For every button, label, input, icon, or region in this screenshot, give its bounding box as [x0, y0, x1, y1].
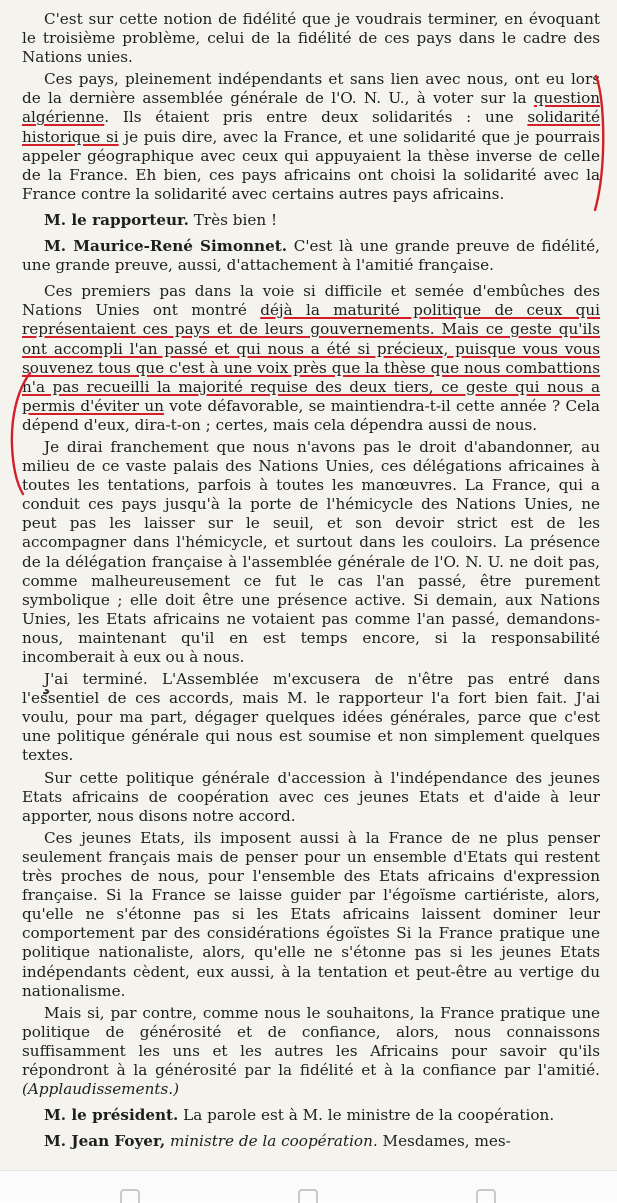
speaker-name: M. Maurice-René Simonnet.: [44, 237, 288, 256]
applause-note: (Applaudissements.): [22, 1080, 180, 1099]
speech-paragraph: [22, 211, 600, 230]
speech-paragraph: [22, 1132, 600, 1151]
paragraph-text: Sur cette politique générale d'accession à l'indépendance des jeunes Etats africains de coopération avec ces jeunes Etats et d'aide à leur apporter, nous disons notre accord.: [22, 768, 600, 825]
speaker-name: M. Jean Foyer,: [44, 1132, 166, 1151]
paragraph-text: Mais si, par contre, comme nous le souhaitons, la France pratique une politique de générosité et de confiance, alors, nous connaissons suffisamment les uns et les autres les Africains pour savoir qu'ils répondront à la générosité par la fidélité et à la confiance par l'amitié.: [22, 1003, 600, 1079]
text-run: je puis dire, avec la France, et une solidarité que je pourrais appeler géographique avec ceux qui appuyaient la thèse inverse de celle de la France. Eh bien, ces pays africains ont choisi la solidarité avec la France contre la solidarité avec certains autres pays africains.: [22, 127, 600, 203]
speech-text: Mesdames, mes-: [382, 1132, 511, 1151]
text-run: vote défavorable, se maintiendra-t-il cette année ? Cela dépend d'eux, dira-t-on ; certes, mais cela dépendra aussi de nous.: [22, 396, 600, 434]
speech-paragraph: [22, 1106, 600, 1125]
speech-text: La parole est à M. le ministre de la coopération.: [183, 1106, 555, 1125]
paragraph-text: J'ai terminé. L'Assemblée m'excusera de n'être pas entré dans l'essentiel de ces accords, mais M. le rapporteur l'a fort bien fait. J'ai voulu, pour ma part, dégager quelques idées générales, parce que c'est une politique générale qui nous est soumise et non simplement quelques textes.: [22, 670, 600, 765]
underlined-passage: solidarité historique si: [22, 108, 600, 146]
body-paragraph: [22, 70, 600, 204]
speech-paragraph: [22, 237, 600, 275]
recent-apps-icon[interactable]: [476, 1189, 496, 1203]
speaker-title: ministre de la coopération.: [170, 1132, 378, 1151]
speech-text: Très bien !: [193, 210, 278, 229]
body-paragraph: [22, 1004, 600, 1099]
body-paragraph: [22, 282, 600, 435]
text-run: . Ils étaient pris entre deux solidarités : une: [104, 108, 528, 127]
back-icon[interactable]: [120, 1189, 140, 1203]
underlined-passage: question algérienne: [22, 89, 600, 127]
text-run: Ces premiers pas dans la voie si difficile et semée d'embûches des Nations Unies ont montré: [22, 282, 600, 320]
speaker-name: M. le rapporteur.: [44, 210, 189, 229]
body-paragraph: [22, 829, 600, 1001]
body-paragraph: [22, 769, 600, 826]
speaker-name: M. le président.: [44, 1106, 179, 1125]
paragraph-text: C'est sur cette notion de fidélité que je voudrais terminer, en évoquant le troisième problème, celui de la fidélité de ces pays dans le cadre des Nations unies.: [22, 10, 600, 67]
speech-text: C'est là une grande preuve de fidélité, une grande preuve, aussi, d'attachement à l'amitié française.: [22, 237, 600, 275]
body-paragraph: [22, 10, 600, 67]
text-run: Ces pays, pleinement indépendants et sans lien avec nous, ont eu lors de la dernière assemblée générale de l'O. N. U., à voter sur la: [22, 70, 600, 108]
document-body: [22, 10, 600, 1158]
body-paragraph: [22, 670, 600, 765]
home-icon[interactable]: [298, 1189, 318, 1203]
viewer-toolbar: [0, 1170, 617, 1201]
body-paragraph: [22, 438, 600, 667]
paragraph-text: Ces jeunes Etats, ils imposent aussi à la France de ne plus penser seulement français mais de penser pour un ensemble d'Etats qui restent très proches de nous, pour l'ensemble des Etats africains d'expression française. Si la France se laisse guider par l'égoïsme cartiériste, alors, qu'elle ne s'étonne pas si les Etats africains laissent dominer leur comportement par des considérations égoïstes Si la France pratique une politique nationaliste, alors, qu'elle ne s'étonne pas si les jeunes Etats indépendants cèdent, eux aussi, à la tentation et peut-être au vertige du nationalisme.: [22, 828, 600, 1000]
underlined-passage: déjà la maturité politique de ceux qui représentaient ces pays et de leurs gouvernements. Mais ce geste qu'ils ont accompli l'an passé et qui nous a été si précieux, puisque vous vous souvenez tous que c'est à une voix près que la thèse que nous combattions n'a pas recueilli la majorité requise des deux tiers, ce geste qui nous a permis d'éviter un: [22, 301, 600, 415]
paragraph-text: Je dirai franchement que nous n'avons pas le droit d'abandonner, au milieu de ce vaste palais des Nations Unies, ces délégations africaines à toutes les tentations, parfois à toutes les manœuvres. La France, qui a conduit ces pays jusqu'à la porte de l'hémicycle des Nations Unies, ne peut pas les laisser sur le seuil, et son devoir strict est de les accompagner dans l'hémicycle, et surtout dans les couloirs. La présence de la délégation française à l'assemblée générale de l'O. N. U. ne doit pas, comme malheureusement ce fut le cas l'an passé, être purement symbolique ; elle doit être une présence active. Si demain, aux Nations Unies, les Etats africains ne votaient pas comme l'an passé, demandons-nous, maintenant qu'il en est temps encore, si la responsabilité incomberait à eux ou à nous.: [22, 437, 600, 666]
